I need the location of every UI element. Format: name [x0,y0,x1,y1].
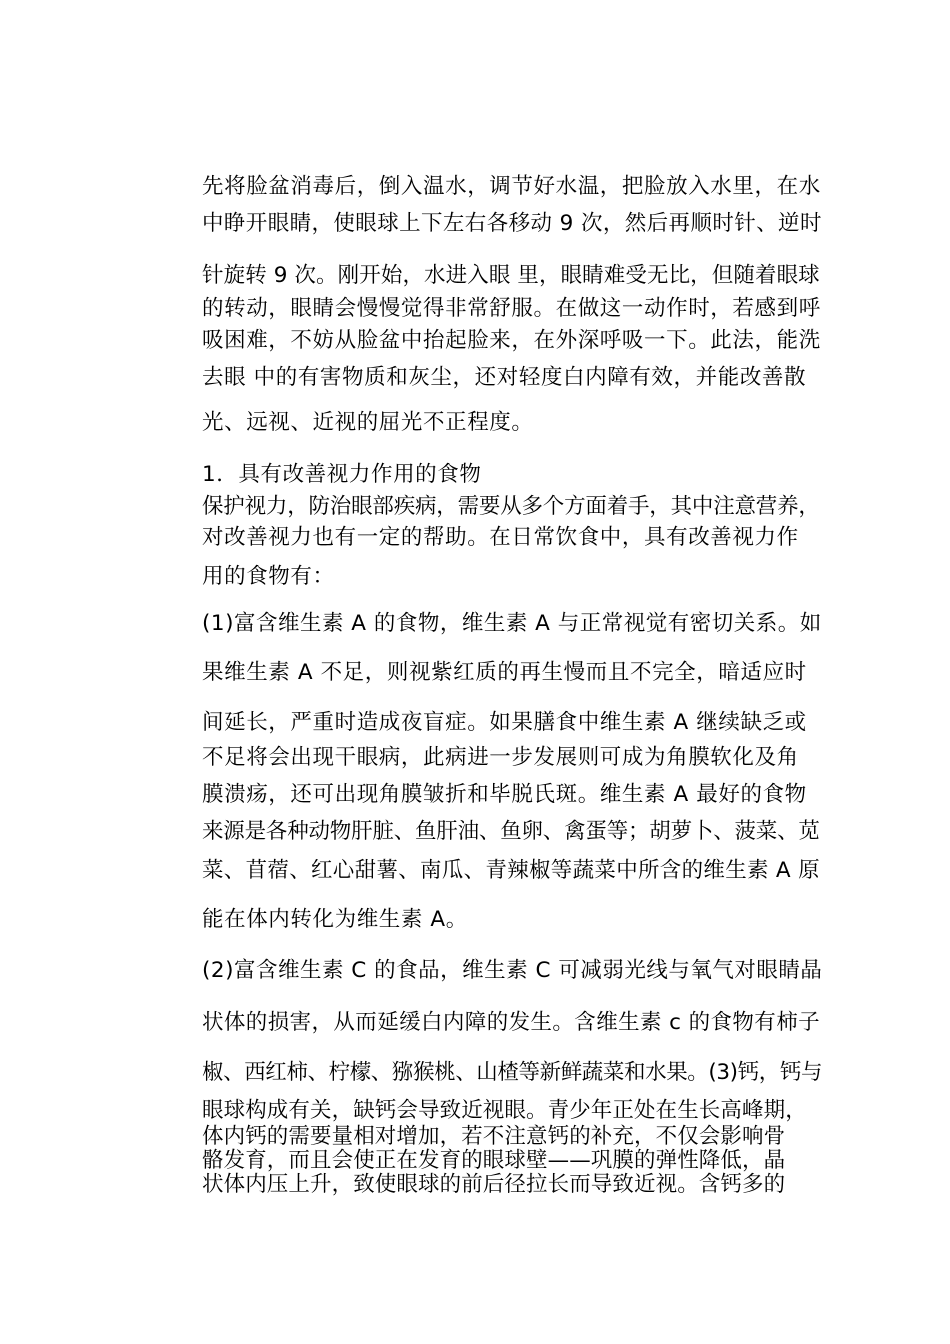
body-text-line: 果维生素 A 不足，则视紫红质的再生慢而且不完全，暗适应时 [202,660,807,685]
body-text-line: 去眼 中的有害物质和灰尘，还对轻度白内障有效，并能改善散 [202,365,807,390]
body-text-line: 状体的损害，从而延缓白内障的发生。含维生素 c 的食物有柿子 [202,1010,820,1035]
body-text-line: 椒、西红柿、柠檬、猕猴桃、山楂等新鲜蔬菜和水果。(3)钙，钙与 [202,1060,823,1085]
body-text-line: (1)富含维生素 A 的食物，维生素 A 与正常视觉有密切关系。如 [202,611,822,636]
body-text-line: 吸困难，不妨从脸盆中抬起脸来，在外深呼吸一下。此法，能洗 [202,328,821,353]
body-text-line: 状体内压上升，致使眼球的前后径拉长而导致近视。含钙多的 [202,1172,786,1197]
body-text-line: 针旋转 9 次。刚开始，水进入眼 里，眼睛难受无比，但随着眼球 [202,263,820,288]
body-text-line: 间延长，严重时造成夜盲症。如果膳食中维生素 A 继续缺乏或 [202,710,807,735]
body-text-line: 中睁开眼睛，使眼球上下左右各移动 9 次，然后再顺时针、逆时 [202,211,822,236]
body-text-line: 骼发育，而且会使正在发育的眼球壁——巩膜的弹性降低，晶 [202,1148,786,1173]
body-text-line: (2)富含维生素 C 的食品，维生素 C 可减弱光线与氧气对眼睛晶 [202,958,823,983]
body-text-line: 不足将会出现干眼病，此病进一步发展则可成为角膜软化及角 [202,745,799,770]
section-heading: 1．具有改善视力作用的食物 [202,462,482,487]
body-text-line: 用的食物有： [202,564,335,589]
body-text-line: 光、远视、近视的屈光不正程度。 [202,410,534,435]
body-text-line: 先将脸盆消毒后，倒入温水，调节好水温，把脸放入水里，在水 [202,174,821,199]
body-text-line: 能在体内转化为维生素 A。 [202,907,468,932]
body-text-line: 膜溃疡，还可出现角膜皱折和毕脱氏斑。维生素 A 最好的食物 [202,782,807,807]
body-text-line: 眼球构成有关，缺钙会导致近视眼。青少年正处在生长高峰期， [202,1098,807,1123]
body-text-line: 保护视力，防治眼部疾病，需要从多个方面着手，其中注意营养， [202,494,820,519]
body-text-line: 菜、苜蓿、红心甜薯、南瓜、青辣椒等蔬菜中所含的维生素 A 原 [202,858,820,883]
body-text-line: 来源是各种动物肝脏、鱼肝油、鱼卵、禽蛋等；胡萝卜、菠菜、苋 [202,819,820,844]
body-text-line: 的转动，眼睛会慢慢觉得非常舒服。在做这一动作时，若感到呼 [202,296,821,321]
body-text-line: 对改善视力也有一定的帮助。在日常饮食中，具有改善视力作 [202,525,799,550]
body-text-line: 体内钙的需要量相对增加，若不注意钙的补充，不仅会影响骨 [202,1124,786,1149]
